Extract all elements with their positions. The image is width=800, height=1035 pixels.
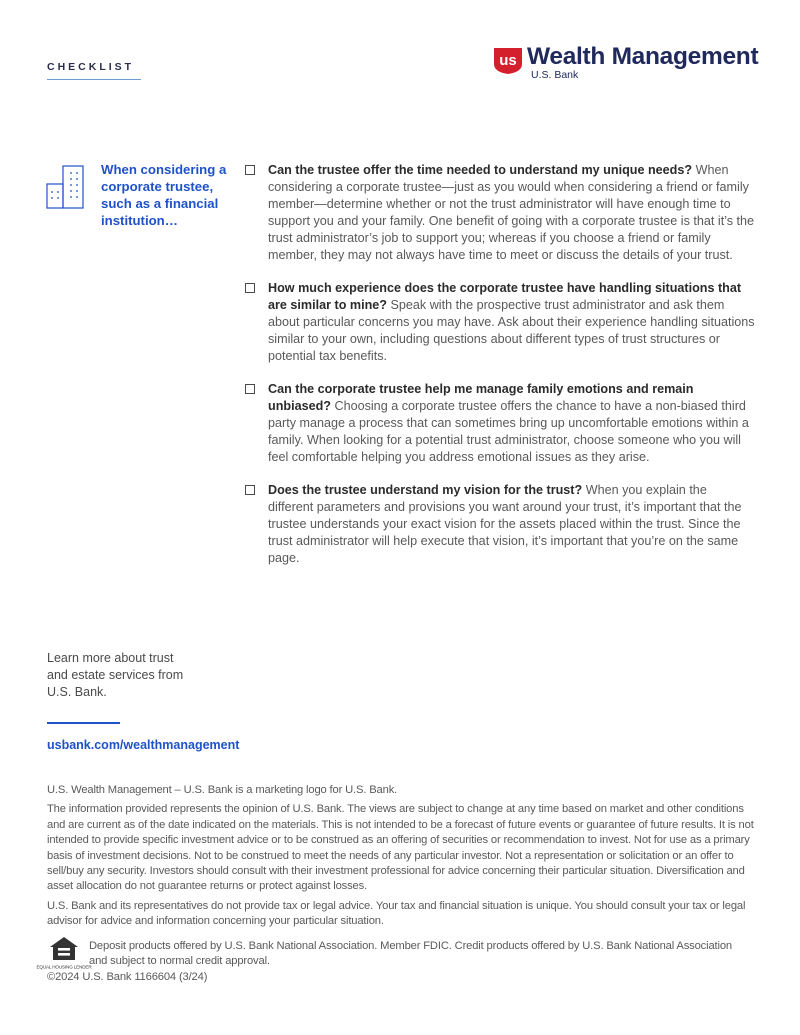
logo-subtitle: U.S. Bank [531,69,579,81]
checklist-answer: When considering a corporate trustee—just as you would when considering a friend or family member—determine whether or not the trust administrator will have enough time to support you and your family. One benefit of going with a corporate trustee is that it’s the trust administrator’s job to support you; whereas if you choose a friend or family member, they may not always have time to meet or discuss the details of your trust. [268,163,755,262]
checkbox-icon[interactable] [245,384,255,394]
learn-more-text: Learn more about trust and estate services from U.S. Bank. [47,651,184,699]
housing-label: EQUAL HOUSING LENDER [36,964,92,970]
equal-housing-lender-icon [36,934,92,970]
checkbox-icon[interactable] [245,283,255,293]
housing-row [36,934,759,970]
checklist-item [245,162,755,264]
us-shield-icon [493,47,523,75]
brand-logo [493,43,759,82]
checkbox-icon[interactable] [245,165,255,175]
checklist-question: Can the corporate trustee help me manage family emotions and remain unbiased? [268,382,694,413]
checklist-answer: Speak with the prospective trust administrator and ask them about particular concerns you may have. Ask about their experience handling situations similar to your own, including questions about different types of trust structures or potential tax benefits. [268,298,755,363]
learn-more-divider [47,722,120,724]
copyright: ©2024 U.S. Bank 1166604 (3/24) [47,970,208,983]
disclaimer-block [36,783,759,989]
checklist-item [245,482,755,567]
intro-heading: When considering a corporate trustee, such as a financial institution… [101,162,227,228]
logo-wordmark: Wealth Management [527,43,759,70]
checklist-answer: Choosing a corporate trustee offers the chance to have a non-biased third party manage a process that can sometimes bring up uncomfortable emotions within a family. When looking for a potential trust administrator, choose someone who you will feel comfortable helping you address emotional issues as they arise. [268,399,749,464]
checkbox-icon[interactable] [245,485,255,495]
checklist-item [245,280,755,365]
opinion-disclaimer: The information provided represents the opinion of U.S. Bank. The views are subject to change at any time based on market and other conditions and are current as of the date indicated on the materials. This is not intended to be a forecast of future events or guarantee of future results. It is not intended to provide specific investment advice or to be construed as an offering of securities or recommendation to invest. Not for use as a primary basis of investment decisions. Not to be construed to meet the needs of any particular investor. Not a representation or solicitation or an offer to sell/buy any security. Investors should consult with their investment professional for advice concerning their particular situation. Diversification and asset allocation do not guarantee returns or protect against losses. [47,803,754,893]
building-icon [46,164,86,210]
logo-mark-text: us [499,52,517,69]
website-link[interactable]: usbank.com/wealthmanagement [47,738,240,752]
checklist-answer: When you explain the different parameters and provisions you want around your trust, it’s important that the trustee understands your exact vision for the assets placed within the trust. Since the trust administrator will help execute that vision, it’s important that you’re on the same page. [268,483,742,565]
deposit-disclaimer: Deposit products offered by U.S. Bank National Association. Member FDIC. Credit products offered by U.S. Bank National Association and subject to normal credit approval. [89,939,732,968]
header-divider [47,79,141,80]
trustee-checklist [245,162,755,567]
document-type-label: CHECKLIST [47,61,135,73]
logo-disclaimer: U.S. Wealth Management – U.S. Bank is a marketing logo for U.S. Bank. [47,784,398,796]
checklist-question: Can the trustee offer the time needed to understand my unique needs? [268,163,693,177]
checklist-item [245,381,755,466]
checklist-question: Does the trustee understand my vision for the trust? [268,483,583,497]
tax-disclaimer: U.S. Bank and its representatives do not provide tax or legal advice. Your tax and financial situation is unique. You should consult your tax or legal advisor for advice and information concerning your particular situation. [47,899,746,928]
checklist-question: How much experience does the corporate trustee have handling situations that are similar to mine? [268,281,742,312]
